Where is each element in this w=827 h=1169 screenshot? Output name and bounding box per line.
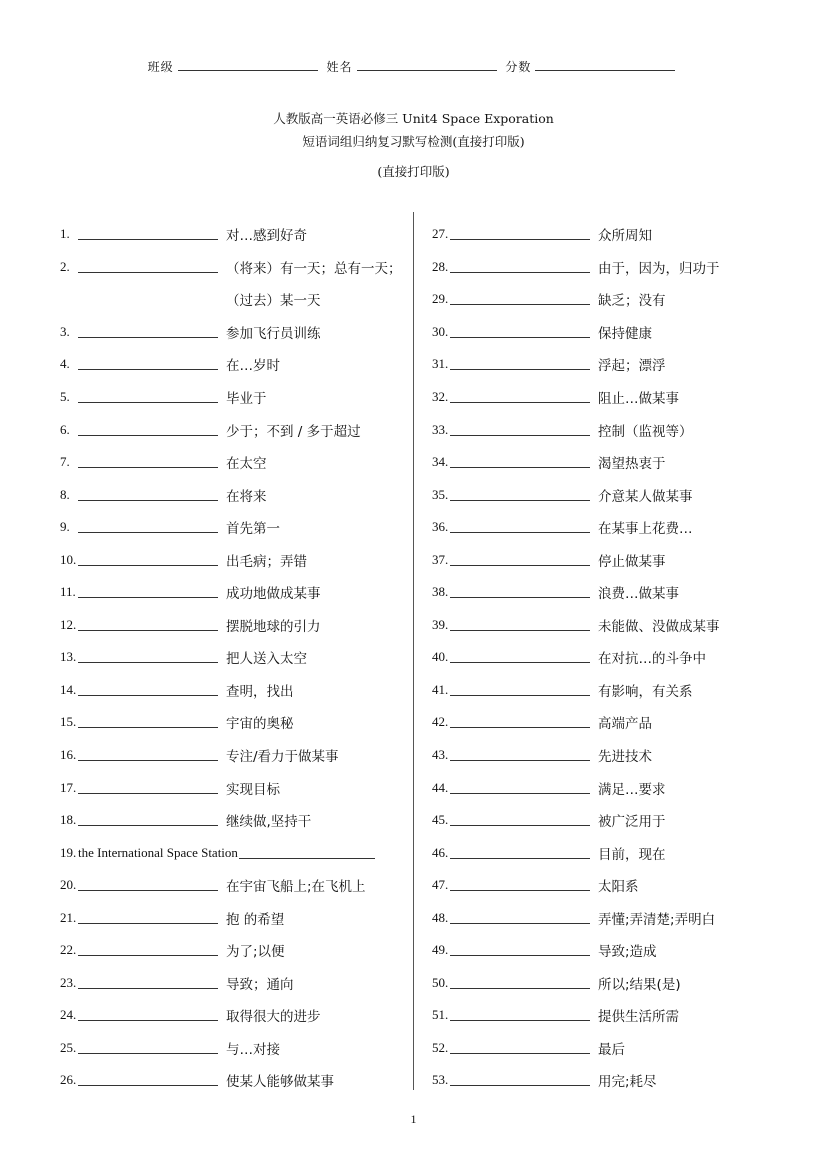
score-blank[interactable] bbox=[535, 60, 675, 71]
exercise-item bbox=[432, 1032, 782, 1065]
item-number: 51. bbox=[432, 1007, 449, 1023]
answer-blank[interactable] bbox=[450, 977, 590, 989]
answer-blank[interactable] bbox=[450, 1074, 590, 1086]
item-meaning: 为了;以便 bbox=[226, 944, 285, 961]
answer-blank[interactable] bbox=[450, 1042, 590, 1054]
exercise-item bbox=[60, 674, 410, 707]
item-number: 2. bbox=[60, 258, 70, 274]
item-meaning: 未能做、没做成某事 bbox=[598, 618, 720, 635]
item-meaning: 与…对接 bbox=[226, 1041, 280, 1058]
item-number: 10. bbox=[60, 551, 77, 567]
item-meaning: 高端产品 bbox=[598, 716, 652, 733]
item-meaning: 停止做某事 bbox=[598, 553, 666, 570]
item-number: 42. bbox=[432, 714, 449, 730]
answer-blank[interactable] bbox=[450, 1009, 590, 1021]
item-number: 32. bbox=[432, 389, 449, 404]
item-number: 16. bbox=[60, 747, 77, 763]
item-number: 28. bbox=[432, 258, 449, 274]
exercise-item bbox=[432, 836, 782, 869]
item-number: 40. bbox=[432, 649, 449, 665]
right-column bbox=[432, 218, 782, 1097]
item-meaning: 首先第一 bbox=[226, 521, 280, 538]
answer-blank[interactable] bbox=[450, 358, 590, 370]
exercise-item bbox=[60, 804, 410, 837]
exercise-item bbox=[60, 543, 410, 576]
item-number: 13. bbox=[60, 649, 77, 665]
item-meaning: 提供生活所需 bbox=[598, 1009, 679, 1026]
exercise-item bbox=[432, 316, 782, 349]
exercise-item bbox=[60, 934, 410, 967]
exercise-item bbox=[432, 739, 782, 772]
item-meaning: 控制（监视等） bbox=[598, 423, 693, 440]
answer-blank[interactable] bbox=[78, 944, 218, 956]
item-meaning: 对…感到好奇 bbox=[226, 228, 307, 245]
item-meaning: 在宇宙飞船上;在飞机上 bbox=[226, 879, 366, 896]
item-meaning: 最后 bbox=[598, 1041, 625, 1058]
exercise-item bbox=[60, 413, 410, 446]
item-number: 46. bbox=[432, 844, 449, 860]
item-meaning: 太阳系 bbox=[598, 879, 639, 896]
answer-blank[interactable] bbox=[450, 814, 590, 826]
answer-blank[interactable] bbox=[78, 1042, 218, 1054]
item-meaning: 缺乏；没有 bbox=[598, 293, 666, 310]
exercise-item bbox=[60, 381, 410, 414]
class-blank[interactable] bbox=[178, 60, 318, 71]
item-number: 53. bbox=[432, 1072, 449, 1088]
answer-blank[interactable] bbox=[450, 716, 590, 728]
item-meaning: 导致；通向 bbox=[226, 976, 294, 993]
answer-blank[interactable] bbox=[78, 782, 218, 794]
class-label: 班级 bbox=[147, 60, 174, 74]
answer-blank[interactable] bbox=[78, 489, 218, 501]
answer-blank[interactable] bbox=[78, 619, 218, 631]
item-meaning: 先进技术 bbox=[598, 749, 652, 766]
exercise-item bbox=[60, 1064, 410, 1097]
item-number: 22. bbox=[60, 942, 77, 958]
item-meaning: 有影响，有关系 bbox=[598, 683, 693, 700]
item-number: 9. bbox=[60, 519, 70, 535]
exercise-item bbox=[60, 478, 410, 511]
exercise-item bbox=[60, 218, 410, 251]
item-number: 33. bbox=[432, 421, 449, 437]
item-meaning: 专注/看力于做某事 bbox=[226, 749, 339, 766]
exercise-item bbox=[432, 999, 782, 1032]
exercise-item bbox=[60, 836, 410, 869]
item-meaning: 使某人能够做某事 bbox=[226, 1074, 334, 1091]
item-number: 34. bbox=[432, 454, 449, 470]
answer-blank[interactable] bbox=[450, 293, 590, 305]
exercise-item bbox=[432, 1064, 782, 1097]
left-column bbox=[60, 218, 410, 1097]
item-number: 43. bbox=[432, 747, 449, 763]
item-meaning: 浪费…做某事 bbox=[598, 586, 679, 603]
exercise-item bbox=[60, 1032, 410, 1065]
item-meaning: 宇宙的奥秘 bbox=[226, 716, 294, 733]
item-meaning: （将来）有一天；总有一天； bbox=[226, 260, 402, 277]
item-meaning: 渴望热衷于 bbox=[598, 456, 666, 473]
item-meaning: 出毛病；弄错 bbox=[226, 553, 307, 570]
exercise-item bbox=[432, 967, 782, 1000]
item-number: 23. bbox=[60, 974, 77, 990]
name-blank[interactable] bbox=[357, 60, 497, 71]
answer-blank[interactable] bbox=[78, 261, 218, 273]
column-divider bbox=[413, 212, 414, 1090]
item-number: 11. bbox=[60, 584, 76, 600]
exercise-item bbox=[60, 446, 410, 479]
exercise-item bbox=[432, 218, 782, 251]
student-info-line bbox=[0, 58, 827, 75]
item-meaning: 在将来 bbox=[226, 488, 267, 505]
exercise-item bbox=[432, 771, 782, 804]
item-number: 36. bbox=[432, 519, 449, 535]
answer-blank[interactable] bbox=[450, 424, 590, 436]
item-number: 20. bbox=[60, 877, 77, 893]
answer-blank[interactable] bbox=[450, 456, 590, 468]
exercise-item bbox=[60, 739, 410, 772]
exercise-item bbox=[432, 706, 782, 739]
answer-blank[interactable] bbox=[78, 1074, 218, 1086]
exercise-item bbox=[432, 804, 782, 837]
answer-blank[interactable] bbox=[78, 814, 218, 826]
answer-blank[interactable] bbox=[450, 944, 590, 956]
exercise-item bbox=[432, 641, 782, 674]
item-number: 47. bbox=[432, 877, 449, 893]
item-number: 18. bbox=[60, 812, 77, 828]
item-meaning: 浮起；漂浮 bbox=[598, 358, 666, 375]
answer-blank[interactable] bbox=[78, 326, 218, 338]
answer-blank[interactable] bbox=[450, 521, 590, 533]
item-number: 39. bbox=[432, 616, 449, 632]
exercise-item bbox=[432, 934, 782, 967]
answer-blank[interactable] bbox=[78, 651, 218, 663]
item-meaning: 满足…要求 bbox=[598, 781, 666, 798]
exercise-item bbox=[60, 511, 410, 544]
answer-blank[interactable] bbox=[78, 456, 218, 468]
item-number: 21. bbox=[60, 909, 77, 925]
exercise-item bbox=[60, 967, 410, 1000]
answer-blank[interactable] bbox=[450, 586, 590, 598]
item-meaning: 实现目标 bbox=[226, 781, 280, 798]
item-number: 1. bbox=[60, 226, 70, 242]
exercise-item bbox=[432, 901, 782, 934]
exercise-item bbox=[60, 283, 410, 316]
item-number: 5. bbox=[60, 389, 70, 404]
exercise-item bbox=[432, 543, 782, 576]
exercise-item bbox=[432, 251, 782, 284]
answer-blank[interactable] bbox=[78, 684, 218, 696]
item-meaning: 在某事上花费… bbox=[598, 521, 693, 538]
item-meaning: 查明，找出 bbox=[226, 683, 294, 700]
item-meaning: 弄懂;弄清楚;弄明白 bbox=[598, 911, 716, 928]
item-meaning: 保持健康 bbox=[598, 325, 652, 342]
item-number: 27. bbox=[432, 226, 449, 242]
item-number: 14. bbox=[60, 681, 77, 697]
exercise-item bbox=[432, 283, 782, 316]
answer-blank[interactable] bbox=[450, 228, 590, 240]
answer-blank[interactable] bbox=[450, 261, 590, 273]
exercise-item bbox=[60, 641, 410, 674]
answer-blank[interactable] bbox=[239, 847, 375, 859]
item-number: 6. bbox=[60, 421, 70, 437]
exercise-item bbox=[432, 511, 782, 544]
item-meaning: 继续做,坚持干 bbox=[226, 814, 312, 831]
item-number: 45. bbox=[432, 812, 449, 828]
exercise-item bbox=[60, 576, 410, 609]
item-meaning: 所以;结果(是) bbox=[598, 976, 681, 993]
item-number: 24. bbox=[60, 1007, 77, 1023]
item-meaning: 在太空 bbox=[226, 456, 267, 473]
answer-blank[interactable] bbox=[78, 716, 218, 728]
item-number: 37. bbox=[432, 551, 449, 567]
item-number: 30. bbox=[432, 323, 449, 339]
exercise-item bbox=[432, 576, 782, 609]
answer-blank[interactable] bbox=[78, 879, 218, 891]
answer-blank[interactable] bbox=[450, 326, 590, 338]
item-meaning: 成功地做成某事 bbox=[226, 586, 321, 603]
answer-blank[interactable] bbox=[450, 879, 590, 891]
item-number: 31. bbox=[432, 356, 449, 372]
item-number: 26. bbox=[60, 1072, 77, 1088]
answer-blank[interactable] bbox=[450, 749, 590, 761]
item-meaning: 抱 的希望 bbox=[226, 911, 285, 928]
item-meaning: 少于；不到 / 多于超过 bbox=[226, 423, 361, 440]
answer-blank[interactable] bbox=[78, 1009, 218, 1021]
exercise-item bbox=[60, 706, 410, 739]
answer-blank[interactable] bbox=[78, 391, 218, 403]
document-title: 人教版高一英语必修三 Unit4 Space Exporation bbox=[273, 111, 554, 126]
exercise-item bbox=[432, 478, 782, 511]
document-subtitle: 短语词组归纳复习默写检测(直接打印版) bbox=[302, 134, 525, 149]
item-number: 38. bbox=[432, 584, 449, 600]
answer-blank[interactable] bbox=[450, 619, 590, 631]
answer-blank[interactable] bbox=[450, 912, 590, 924]
answer-blank[interactable] bbox=[78, 977, 218, 989]
item-number: 19. bbox=[60, 844, 77, 860]
item-number: 17. bbox=[60, 779, 77, 795]
answer-blank[interactable] bbox=[450, 489, 590, 501]
exercise-item bbox=[432, 446, 782, 479]
item-number: 25. bbox=[60, 1039, 77, 1055]
item-number: 41. bbox=[432, 681, 449, 697]
answer-blank[interactable] bbox=[450, 554, 590, 566]
item-meaning: 毕业于 bbox=[226, 391, 267, 407]
answer-blank[interactable] bbox=[78, 521, 218, 533]
item-meaning: （过去）某一天 bbox=[226, 293, 321, 310]
item-number: 29. bbox=[432, 291, 449, 307]
item-number: 12. bbox=[60, 616, 77, 632]
document-subtitle-2: (直接打印版) bbox=[377, 164, 450, 179]
exercise-item bbox=[60, 999, 410, 1032]
answer-blank[interactable] bbox=[78, 554, 218, 566]
answer-blank[interactable] bbox=[78, 424, 218, 436]
answer-blank[interactable] bbox=[78, 912, 218, 924]
item-number: 48. bbox=[432, 909, 449, 925]
item-meaning: 摆脱地球的引力 bbox=[226, 618, 321, 635]
exercise-item bbox=[60, 316, 410, 349]
item-meaning: 导致;造成 bbox=[598, 944, 657, 961]
exercise-item bbox=[432, 348, 782, 381]
answer-blank[interactable] bbox=[450, 847, 590, 859]
exercise-item bbox=[60, 901, 410, 934]
item-meaning: 参加飞行员训练 bbox=[226, 325, 321, 342]
exercise-item bbox=[432, 674, 782, 707]
item-number: 3. bbox=[60, 323, 70, 339]
item-meaning: 被广泛用于 bbox=[598, 814, 666, 831]
item-number: 35. bbox=[432, 486, 449, 502]
item-meaning: 介意某人做某事 bbox=[598, 488, 693, 505]
item-meaning: 众所周知 bbox=[598, 228, 652, 245]
exercise-item bbox=[60, 609, 410, 642]
item-number: 50. bbox=[432, 974, 449, 990]
item-meaning: 用完;耗尽 bbox=[598, 1074, 657, 1091]
answer-blank[interactable] bbox=[450, 391, 590, 403]
exercise-item bbox=[432, 381, 782, 414]
exercise-item bbox=[432, 609, 782, 642]
answer-blank[interactable] bbox=[450, 684, 590, 696]
page-number: 1 bbox=[410, 1112, 417, 1126]
exercise-item bbox=[60, 251, 410, 284]
exercise-item bbox=[432, 413, 782, 446]
item-number: 15. bbox=[60, 714, 77, 730]
answer-blank[interactable] bbox=[78, 586, 218, 598]
item-meaning: 在对抗…的斗争中 bbox=[598, 651, 706, 668]
item-number: 4. bbox=[60, 356, 70, 372]
item-number: 44. bbox=[432, 779, 449, 795]
item-meaning: 阻止…做某事 bbox=[598, 391, 679, 407]
item-meaning: 在…岁时 bbox=[226, 358, 280, 375]
item-meaning: 把人送入太空 bbox=[226, 651, 307, 668]
answer-blank[interactable] bbox=[78, 228, 218, 240]
exercise-item bbox=[60, 771, 410, 804]
item-number: 8. bbox=[60, 486, 70, 502]
item-number: 7. bbox=[60, 454, 70, 470]
answer-blank[interactable] bbox=[450, 782, 590, 794]
item-meaning: 由于，因为，归功于 bbox=[598, 260, 720, 277]
name-label: 姓名 bbox=[326, 60, 353, 74]
item-meaning: 取得很大的进步 bbox=[226, 1009, 321, 1026]
item-number: 52. bbox=[432, 1039, 449, 1055]
exercise-item bbox=[60, 869, 410, 902]
exercise-item bbox=[432, 869, 782, 902]
item-number: 49. bbox=[432, 942, 449, 958]
answer-blank[interactable] bbox=[78, 749, 218, 761]
score-label: 分数 bbox=[505, 60, 532, 74]
exercise-item bbox=[60, 348, 410, 381]
item-meaning: 目前，现在 bbox=[598, 846, 666, 863]
answer-blank[interactable] bbox=[450, 651, 590, 663]
answer-blank[interactable] bbox=[78, 358, 218, 370]
item-phrase: the International Space Station bbox=[78, 844, 238, 860]
